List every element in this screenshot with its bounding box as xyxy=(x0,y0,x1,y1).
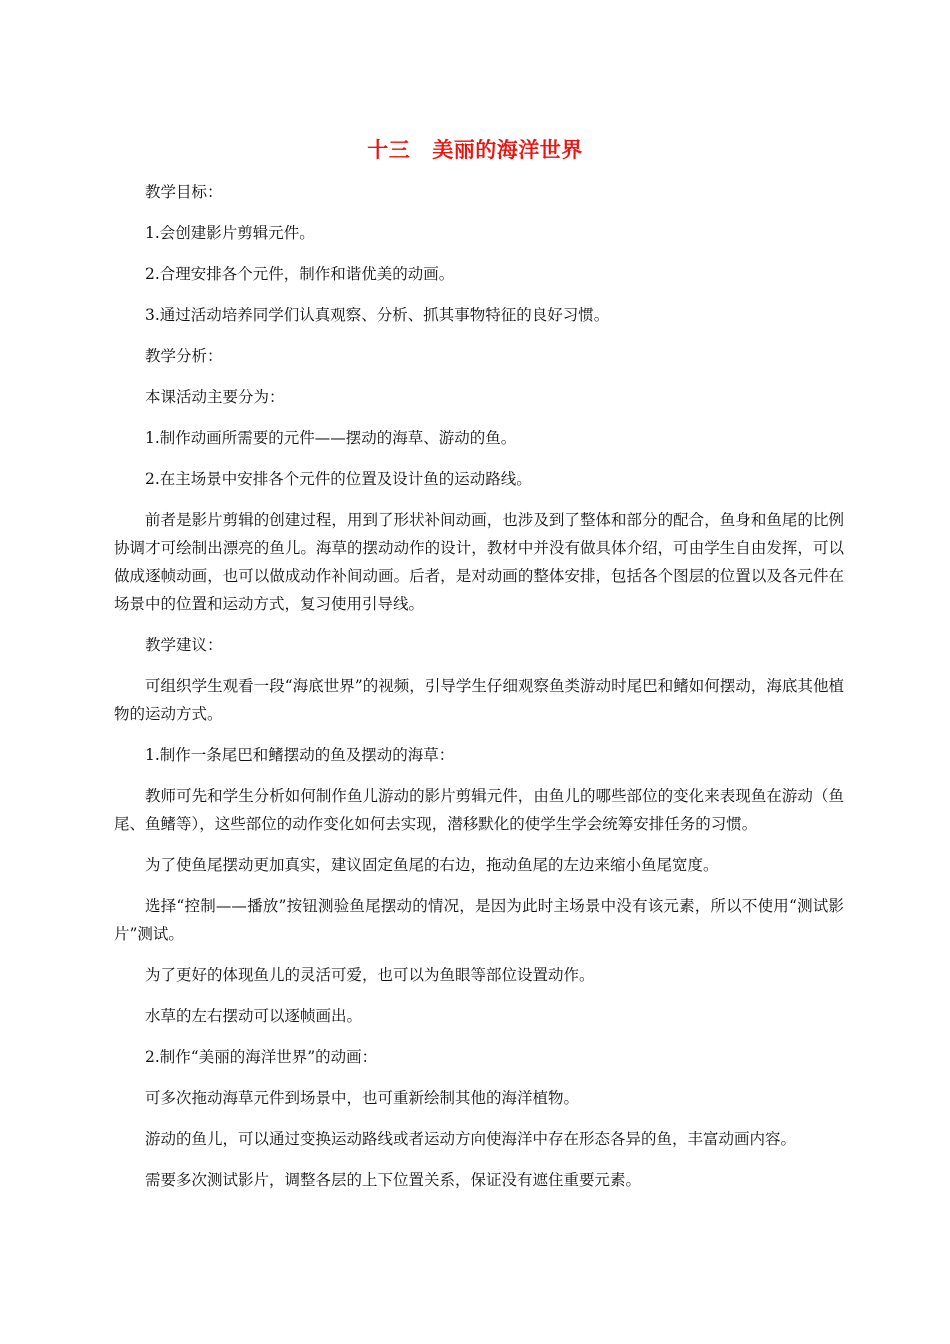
goal-item-1: 1.会创建影片剪辑元件。 xyxy=(145,224,315,242)
goal-item-2: 2.合理安排各个元件，制作和谐优美的动画。 xyxy=(145,265,455,283)
goal-item-3: 3.通过活动培养同学们认真观察、分析、抓其事物特征的良好习惯。 xyxy=(145,306,610,324)
suggestion-paragraph: 水草的左右摆动可以逐帧画出。 xyxy=(145,1007,363,1025)
suggestion-item-2: 2.制作“美丽的海洋世界”的动画： xyxy=(145,1048,378,1066)
suggestion-paragraph: 可多次拖动海草元件到场景中，也可重新绘制其他的海洋植物。 xyxy=(145,1089,580,1107)
suggestion-paragraph: 教师可先和学生分析如何制作鱼儿游动的影片剪辑元件，由鱼儿的哪些部位的变化来表现鱼在游动（鱼尾、鱼鳍等），这些部位的动作变化如何去实现，潜移默化的使学生学会统筹安排任务的习惯。 xyxy=(114,787,844,833)
title-number: 十三 xyxy=(367,138,411,162)
analysis-item-2: 2.在主场景中安排各个元件的位置及设计鱼的运动路线。 xyxy=(145,470,532,488)
suggestion-paragraph: 需要多次测试影片，调整各层的上下位置关系，保证没有遮住重要元素。 xyxy=(145,1171,642,1189)
heading-teaching-analysis: 教学分析： xyxy=(145,347,223,365)
title-text: 美丽的海洋世界 xyxy=(432,138,583,162)
suggestion-paragraph: 为了更好的体现鱼儿的灵活可爱，也可以为鱼眼等部位设置动作。 xyxy=(145,966,595,984)
page-title xyxy=(0,134,950,164)
heading-teaching-suggestions: 教学建议： xyxy=(145,636,223,654)
heading-teaching-goals: 教学目标： xyxy=(145,183,223,201)
analysis-item-1: 1.制作动画所需要的元件——摆动的海草、游动的鱼。 xyxy=(145,429,517,447)
suggestion-paragraph: 可组织学生观看一段“海底世界”的视频，引导学生仔细观察鱼类游动时尾巴和鳍如何摆动，海底其他植物的运动方式。 xyxy=(114,677,844,723)
analysis-intro: 本课活动主要分为： xyxy=(145,388,285,406)
suggestion-paragraph: 游动的鱼儿，可以通过变换运动路线或者运动方向使海洋中存在形态各异的鱼，丰富动画内容。 xyxy=(145,1130,797,1148)
document-body xyxy=(114,178,844,1207)
suggestion-paragraph: 为了使鱼尾摆动更加真实，建议固定鱼尾的右边，拖动鱼尾的左边来缩小鱼尾宽度。 xyxy=(145,856,719,874)
analysis-paragraph: 前者是影片剪辑的创建过程，用到了形状补间动画，也涉及到了整体和部分的配合，鱼身和鱼尾的比例协调才可绘制出漂亮的鱼儿。海草的摆动动作的设计，教材中并没有做具体介绍，可由学生自由发挥，可以做成逐帧动画，也可以做成动作补间动画。后者，是对动画的整体安排，包括各个图层的位置以及各元件在场景中的位置和运动方式，复习使用引导线。 xyxy=(114,511,844,613)
suggestion-item-1: 1.制作一条尾巴和鳍摆动的鱼及摆动的海草： xyxy=(145,746,455,764)
suggestion-paragraph: 选择“控制——播放”按钮测验鱼尾摆动的情况，是因为此时主场景中没有该元素，所以不使用“测试影片”测试。 xyxy=(114,897,844,943)
